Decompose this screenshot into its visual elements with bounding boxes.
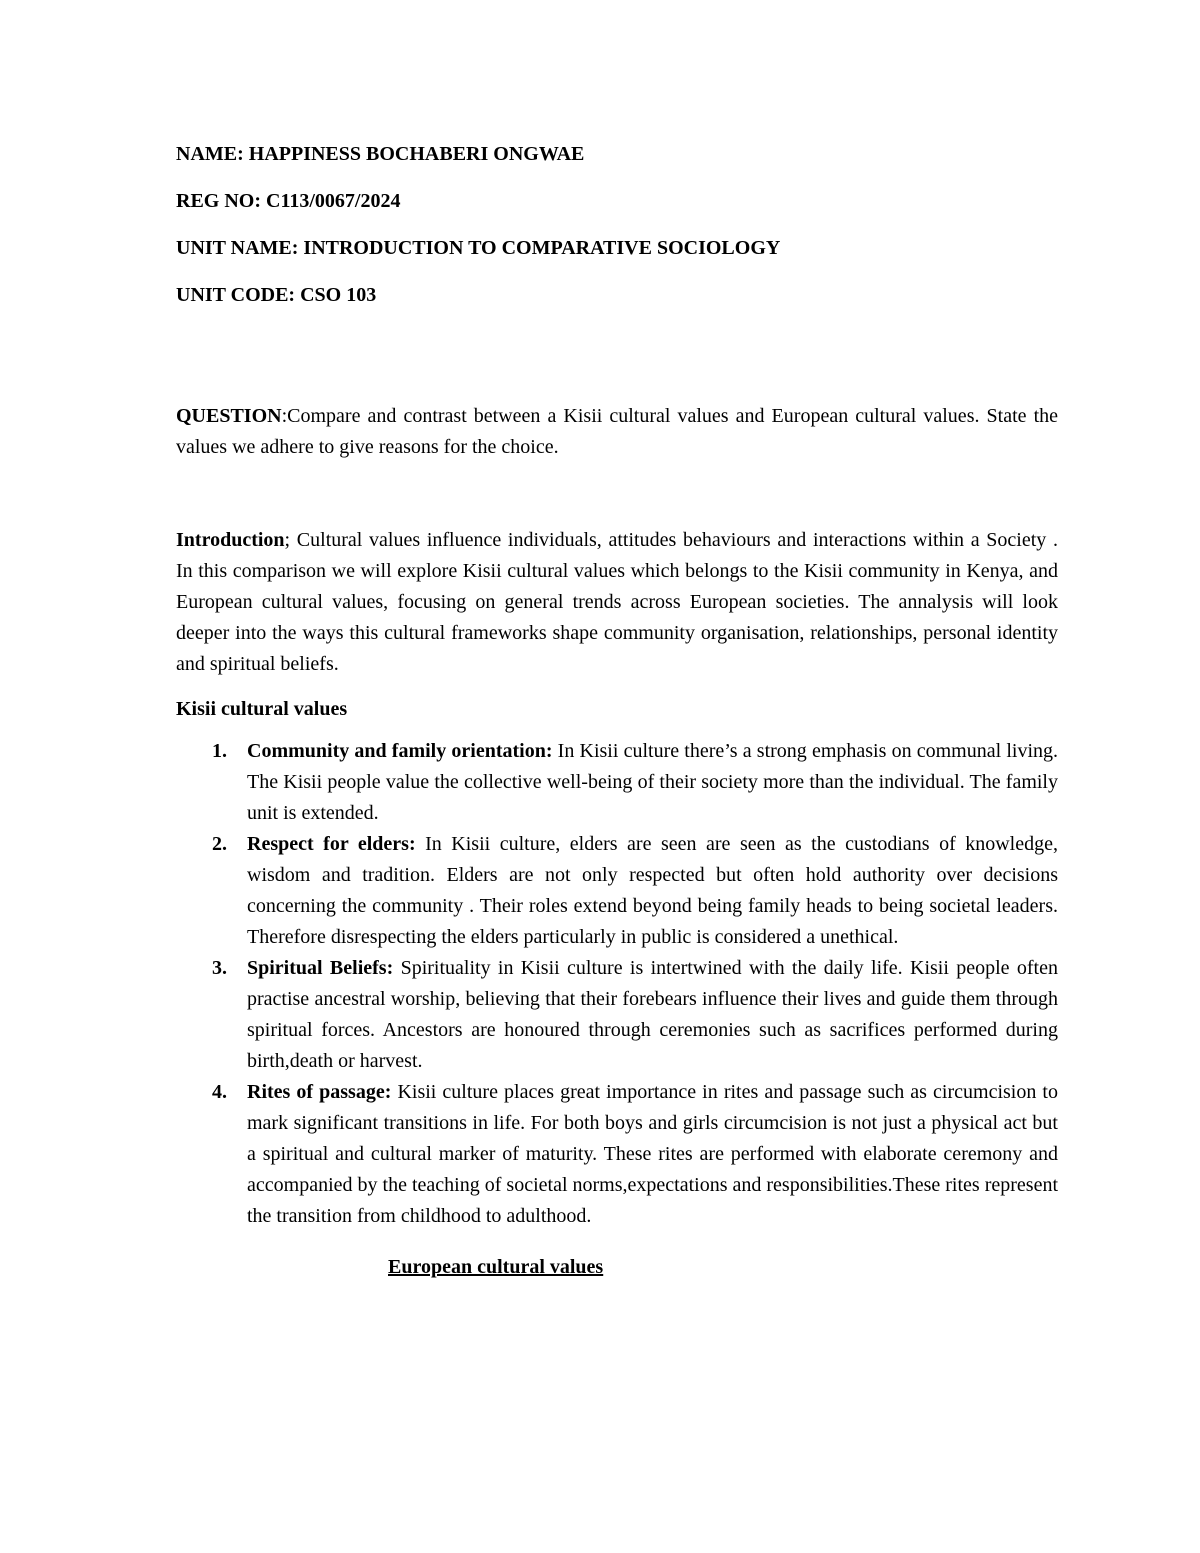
unit-code: UNIT CODE: CSO 103 bbox=[176, 284, 377, 306]
list-item bbox=[176, 736, 1058, 829]
list-item bbox=[176, 1077, 1058, 1232]
list-item-number: 3. bbox=[212, 957, 227, 979]
registration-number: REG NO: C113/0067/2024 bbox=[176, 190, 401, 212]
list-item bbox=[176, 829, 1058, 953]
list-item-text: Kisii culture places great importance in rites and passage such as circumcision to mark significant transitions in life. For both boys and girls circumcision is not just a physical act but a spiritual and cultural marker of maturity. These rites are performed with elaborate ceremony and accompanied by the teaching of societal norms,expectations and responsibilities.These rites represent the transition from childhood to adulthood. bbox=[247, 1081, 1058, 1227]
list-item-text: Spirituality in Kisii culture is intertwined with the daily life. Kisii people often practise ancestral worship, believing that their forebears influence their lives and guide them through spiritual forces. Ancestors are honoured through ceremonies such as sacrifices performed during birth,death or harvest. bbox=[247, 957, 1058, 1072]
list-item bbox=[176, 953, 1058, 1077]
question-label: QUESTION bbox=[176, 405, 282, 427]
question-text: :Compare and contrast between a Kisii cultural values and European cultural values. State the values we adhere to give reasons for the choice. bbox=[176, 405, 1058, 458]
unit-name: UNIT NAME: INTRODUCTION TO COMPARATIVE SOCIOLOGY bbox=[176, 237, 781, 259]
introduction-paragraph bbox=[176, 525, 1058, 680]
kisii-values-list bbox=[176, 736, 1058, 1232]
kisii-section-heading: Kisii cultural values bbox=[176, 698, 348, 720]
list-item-number: 4. bbox=[212, 1081, 227, 1103]
list-item-title: Community and family orientation: bbox=[247, 740, 553, 762]
list-item-title: Spiritual Beliefs: bbox=[247, 957, 394, 979]
european-section-heading: European cultural values bbox=[388, 1256, 604, 1278]
list-item-title: Rites of passage: bbox=[247, 1081, 392, 1103]
introduction-label: Introduction bbox=[176, 529, 285, 551]
document-body bbox=[176, 140, 1058, 1303]
list-item-number: 1. bbox=[212, 740, 227, 762]
list-item-title: Respect for elders: bbox=[247, 833, 416, 855]
list-item-number: 2. bbox=[212, 833, 227, 855]
introduction-text: ; Cultural values influence individuals, attitudes behaviours and interactions within a Society . In this comparison we will explore Kisii cultural values which belongs to the Kisii community in Kenya, and European cultural values, focusing on general trends across European societies. The annalysis will look deeper into the ways this cultural frameworks shape community organisation, relationships, personal identity and spiritual beliefs. bbox=[176, 529, 1058, 675]
student-name: NAME: HAPPINESS BOCHABERI ONGWAE bbox=[176, 143, 585, 165]
question-paragraph bbox=[176, 401, 1058, 463]
list-item-text: In Kisii culture there’s a strong emphasis on communal living. The Kisii people value the collective well-being of their society more than the individual. The family unit is extended. bbox=[247, 740, 1058, 824]
list-item-text: In Kisii culture, elders are seen are seen as the custodians of knowledge, wisdom and tradition. Elders are not only respected but often hold authority over decisions concerning the community . Their roles extend beyond being family heads to being societal leaders. Therefore disrespecting the elders particularly in public is considered a unethical. bbox=[247, 833, 1058, 948]
